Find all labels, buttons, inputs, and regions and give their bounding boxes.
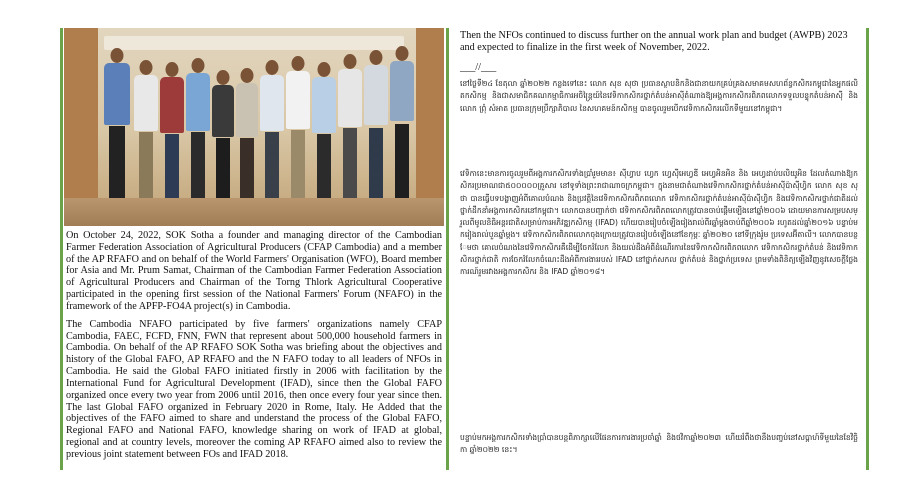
person	[338, 54, 362, 198]
photo-floor	[64, 198, 444, 226]
person	[212, 70, 234, 198]
person	[160, 62, 184, 198]
person	[390, 46, 414, 198]
photo-wood-panel-right	[416, 28, 444, 198]
photo-ceiling-light	[104, 36, 404, 50]
khmer-paragraph: បន្ទាប់មកអង្គការកសិករទាំងប្រាំបានបន្តពិភាក្សាលើផែនការការងារប្រចាំឆ្នាំ និងថវិកាឆ្នាំ២០២៣ ហើយរំពឹងថានឹងបញ្ចប់នៅសប្តាហ៍ទីមួយនៃខែវិច្ឆិកា ឆ្នាំ២០២២ នេះ។	[460, 433, 858, 455]
article-paragraph: On October 24, 2022, SOK Sotha a founder and managing director of the Cambodian Farmer Federation Association of Agricultural Producers (CFAP Cambodia) and a member of the AP RFAFO and on behalf of the World Farmers' Organisation (WFO), Board member for Asia and Mr. Prum Samat, Chairman of the Cambodian Farmer Federation Association of Agricultural Producers and Chairman of the Torng Thlork Agricultural Cooperative participated in the opening first session of the National Farmers' Forum (NFAFO) in the framework of the APFP-FO4A project(s) in Cambodia.	[66, 230, 442, 312]
person	[134, 60, 158, 198]
khmer-paragraph: វេទិកានេះមានការចូលរួមពីអង្គការកសិករទាំងប្រាំរួមមាន៖ ស៊ីហ្វាប ហ្វេក ហ្វេស៊ីអេហ្វឌី អេហ្វអិនអិន និង អេហ្វដាប់បលិយូអិន ដែលតំណាងឱ្យកសិករប្រមាណជា៥០០០០០គ្រួសារ នៅទូទាំងព្រះរាជាណាចក្រកម្ពុជា។ ក្នុងនាមជាតំណាងវេទិកាកសិករថ្នាក់តំបន់អាស៊ីប៉ាស៊ីហ្វិក លោក សុខ សុថា បានធ្វើបទបង្ហាញអំពីគោលបំណង និងប្រវត្តិនៃវេទិកាកសិករពិភពលោក វេទិកាកសិករថ្នាក់តំបន់អាស៊ីប៉ាស៊ីហ្វិក និងវេទិកាកសិករថ្នាក់ជាតិដល់ថ្នាក់ដឹកនាំអង្គការកសិករនៅកម្ពុជា។ លោកបានបញ្ជាក់ថា វេទិកាកសិករពិភពលោកត្រូវបានចាប់ផ្តើមឡើងនៅឆ្នាំ២០០៦ ដោយមានការសម្របសម្រួលពីមូលនិធិអន្តរជាតិសម្រាប់ការអភិវឌ្ឍកសិកម្ម (IFAD) ហើយបានរៀបចំឡើងរៀងរាល់ពីរឆ្នាំម្តងចាប់ពីឆ្នាំ២០០៦ រហូតដល់ឆ្នាំ២០១៦ បន្ទាប់មករៀងរាល់បួនឆ្នាំម្តង។ វេទិកាកសិករពិភពលោកចុងក្រោយត្រូវបានរៀបចំឡើងនៅខែកុម្ភៈ ឆ្នាំ២០២០ នៅទីក្រុងរ៉ូម ប្រទេសអ៊ីតាលី។ លោកបានបន្ថែមថា គោលបំណងនៃវេទិកាកសិករគឺដើម្បីចែករំលែក និងយល់ដឹងអំពីដំណើរការនៃវេទិកាកសិករពិភពលោក វេទិកាកសិករថ្នាក់តំបន់ និងវេទិកាកសិករថ្នាក់ជាតិ ការចែករំលែកចំណេះដឹងអំពីការងាររបស់ IFAD នៅថ្នាក់សកល ថ្នាក់តំបន់ និងថ្នាក់ប្រទេស ព្រមទាំងពិនិត្យឡើងវិញនូវសេចក្តីថ្លែងការណ៍រួមរវាងអង្គការកសិករ និង IFAD ឆ្នាំ២០១៨។	[460, 169, 858, 277]
person	[286, 56, 310, 198]
section-separator: ___//___	[460, 62, 497, 73]
khmer-paragraph: នៅថ្ងៃទី២៤ ខែតុលា ឆ្នាំ២០២២ កន្លងទៅនេះ លោក សុខ សុថា ប្រធានស្ថាបនិកនិងជានាយកគ្រប់គ្រងសមាគមសហព័ន្ធកសិករកម្ពុជានៃអ្នកផលិតកសិកម្ម និងជាសមាជិកគណកម្មាធិការអចិន្ត្រៃយ៍នៃវេទិកាកសិករថ្នាក់តំបន់អាស៊ីតំណាងឱ្យអង្គការកសិករពិភពលោកទទួលបន្ទុកតំបន់អាស៊ី និងលោក ព្រុំ សំអាត ប្រធានក្រុមប្រឹក្សាភិបាល នៃសហគមន៍កសិកម្ម បានចូលរួមបើកវេទិកាកសិករលើកទីមួយនៅកម្ពុជា។	[460, 79, 858, 113]
person	[236, 68, 258, 198]
person	[312, 62, 336, 198]
article-paragraph: The Cambodia NFAFO participated by five farmers' organizations namely CFAP Cambodia, FAEC, FCFD, FNN, FWN that represent about 500,000 household farmers in Cambodia. On behalf of the AP RFAFO SOK Sotha was briefing about the objectives and history of the Global FAFO, AP RFAFO and the N FAFO today to all leaders of NFOs in Cambodia. He said the Global FAFO initiated firstly in 2006 with facilitation by the International Fund for Agricultural Development (IFAD), since then the Global FAFO organized once every two year from 2006 until 2016, then once every four year since then. The last Global FAFO organized in February 2020 in Rome, Italy. He Added that the objectives of the FAFO aimed to share and understand the process of the Global FAFO, Regional FAFO and National FAFO, knowledge sharing on work of IFAD at global, regional and at country levels, moreover the coming AP RFAFO aimed also to review the previous joint statement between FOs and IFAD 2018.	[66, 318, 442, 460]
group-photo	[64, 28, 444, 226]
person	[104, 48, 130, 198]
person	[186, 58, 210, 198]
photo-wood-panel-left	[64, 28, 98, 198]
person	[364, 50, 388, 198]
left-column-accent-bar	[60, 28, 63, 470]
right-article-intro: Then the NFOs continued to discuss further on the annual work plan and budget (AWPB) 2023 and expected to finalize in the first week of November, 2022.	[460, 30, 848, 54]
person	[260, 60, 284, 198]
left-article	[66, 230, 442, 467]
middle-column-accent-bar	[446, 28, 449, 470]
right-column-accent-bar	[866, 28, 869, 470]
